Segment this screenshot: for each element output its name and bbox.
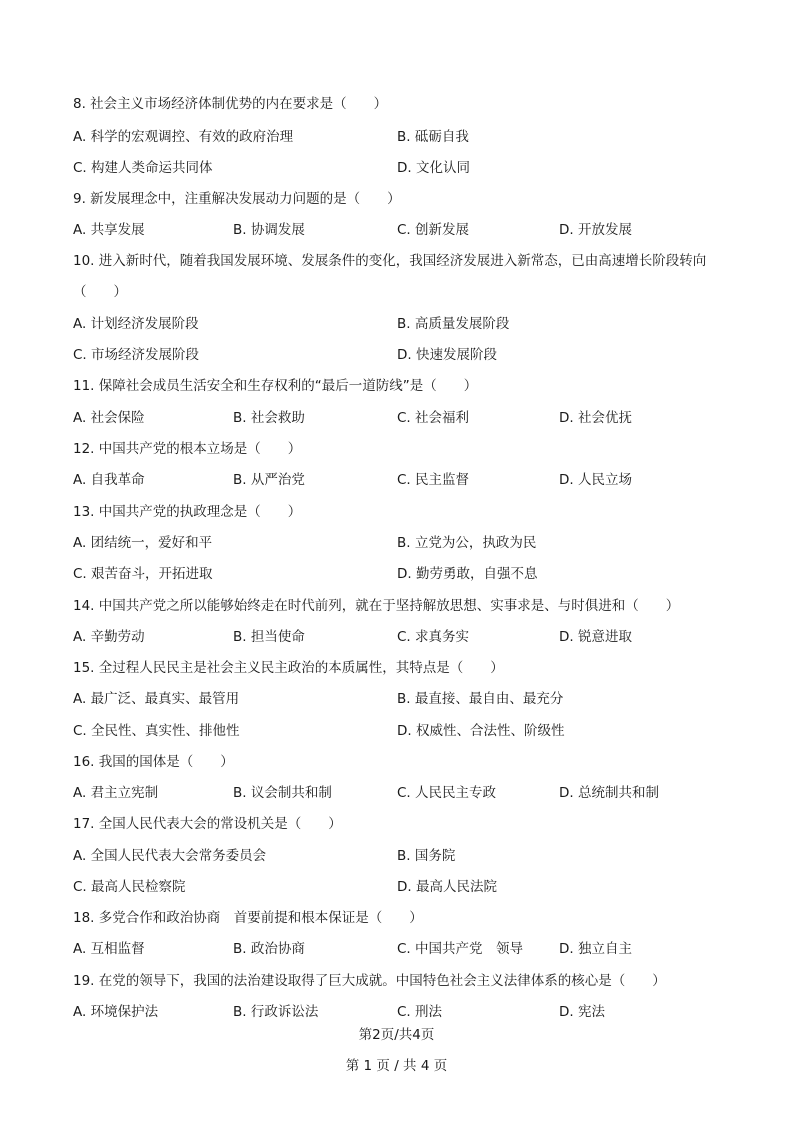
option-c: C. 中国共产党 领导 bbox=[397, 941, 524, 957]
question-10-options-2 bbox=[73, 347, 723, 363]
option-b: B. 最直接、最自由、最充分 bbox=[397, 691, 564, 707]
question-17-options-2 bbox=[73, 879, 723, 895]
option-a: A. 君主立宪制 bbox=[73, 785, 159, 801]
option-b: B. 立党为公，执政为民 bbox=[397, 535, 537, 551]
question-15-options bbox=[73, 691, 723, 707]
question-16-options bbox=[73, 785, 723, 801]
option-c: C. 全民性、真实性、排他性 bbox=[73, 723, 240, 739]
option-c: C. 刑法 bbox=[397, 1004, 443, 1020]
option-d: D. 快速发展阶段 bbox=[397, 347, 497, 363]
question-9-stem: 9. 新发展理念中，注重解决发展动力问题的是（ ） bbox=[73, 191, 401, 207]
option-a: A. 社会保险 bbox=[73, 410, 145, 426]
option-d: D. 最高人民法院 bbox=[397, 879, 497, 895]
option-b: B. 行政诉讼法 bbox=[233, 1004, 319, 1020]
option-a: A. 全国人民代表大会常务委员会 bbox=[73, 848, 267, 864]
question-17-stem: 17. 全国人民代表大会的常设机关是（ ） bbox=[73, 816, 342, 832]
question-18-options bbox=[73, 941, 723, 957]
question-10-stem: 10. 进入新时代，随着我国发展环境、发展条件的变化，我国经济发展进入新常态，已由高速增长阶段转向（ ） bbox=[73, 253, 707, 300]
question-9-options bbox=[73, 222, 723, 238]
question-16-stem: 16. 我国的国体是（ ） bbox=[73, 754, 234, 770]
option-b: B. 砥砺自我 bbox=[397, 129, 469, 145]
question-8-options-2 bbox=[73, 160, 723, 176]
question-15-options-2 bbox=[73, 723, 723, 739]
option-a: A. 团结统一，爱好和平 bbox=[73, 535, 213, 551]
option-a: A. 科学的宏观调控、有效的政府治理 bbox=[73, 129, 294, 145]
option-a: A. 辛勤劳动 bbox=[73, 629, 145, 645]
option-a: A. 互相监督 bbox=[73, 941, 145, 957]
option-d: D. 人民立场 bbox=[559, 472, 632, 488]
option-c: C. 市场经济发展阶段 bbox=[73, 347, 200, 363]
option-b: B. 担当使命 bbox=[233, 629, 305, 645]
option-d: D. 宪法 bbox=[559, 1004, 605, 1020]
option-b: B. 协调发展 bbox=[233, 222, 305, 238]
question-8-stem: 8. 社会主义市场经济体制优势的内在要求是（ ） bbox=[73, 96, 388, 112]
inner-page-number: 第2页/共4页 bbox=[358, 1027, 435, 1043]
question-19-stem: 19. 在党的领导下，我国的法治建设取得了巨大成就。中国特色社会主义法律体系的核心是（ ） bbox=[73, 973, 666, 989]
option-b: B. 从严治党 bbox=[233, 472, 305, 488]
question-8-options bbox=[73, 129, 723, 145]
option-a: A. 计划经济发展阶段 bbox=[73, 316, 199, 332]
option-d: D. 权威性、合法性、阶级性 bbox=[397, 723, 565, 739]
option-b: B. 国务院 bbox=[397, 848, 456, 864]
option-c: C. 社会福利 bbox=[397, 410, 470, 426]
question-13-options bbox=[73, 535, 723, 551]
option-d: D. 开放发展 bbox=[559, 222, 632, 238]
option-a: A. 最广泛、最真实、最管用 bbox=[73, 691, 240, 707]
question-14-stem: 14. 中国共产党之所以能够始终走在时代前列，就在于坚持解放思想、实事求是、与时俱进和（ ） bbox=[73, 598, 680, 614]
option-c: C. 艰苦奋斗，开拓进取 bbox=[73, 566, 213, 582]
option-d: D. 勤劳勇敢，自强不息 bbox=[397, 566, 538, 582]
question-12-options bbox=[73, 472, 723, 488]
option-d: D. 独立自主 bbox=[559, 941, 632, 957]
option-a: A. 自我革命 bbox=[73, 472, 145, 488]
option-d: D. 社会优抚 bbox=[559, 410, 632, 426]
option-d: D. 总统制共和制 bbox=[559, 785, 659, 801]
question-11-options bbox=[73, 410, 723, 426]
question-17-options bbox=[73, 848, 723, 864]
option-a: A. 共享发展 bbox=[73, 222, 145, 238]
question-19-options bbox=[73, 1004, 723, 1020]
option-c: C. 构建人类命运共同体 bbox=[73, 160, 213, 176]
question-15-stem: 15. 全过程人民民主是社会主义民主政治的本质属性，其特点是（ ） bbox=[73, 660, 504, 676]
outer-page-number: 第 1 页 / 共 4 页 bbox=[345, 1058, 448, 1074]
option-c: C. 人民民主专政 bbox=[397, 785, 497, 801]
question-10-options bbox=[73, 316, 723, 332]
question-18-stem: 18. 多党合作和政治协商 首要前提和根本保证是（ ） bbox=[73, 910, 423, 926]
option-a: A. 环境保护法 bbox=[73, 1004, 159, 1020]
option-b: B. 高质量发展阶段 bbox=[397, 316, 510, 332]
option-d: D. 文化认同 bbox=[397, 160, 470, 176]
question-11-stem: 11. 保障社会成员生活安全和生存权利的“最后一道防线”是（ ） bbox=[73, 378, 478, 394]
option-c: C. 创新发展 bbox=[397, 222, 470, 238]
question-14-options bbox=[73, 629, 723, 645]
option-b: B. 政治协商 bbox=[233, 941, 305, 957]
question-12-stem: 12. 中国共产党的根本立场是（ ） bbox=[73, 441, 302, 457]
option-c: C. 求真务实 bbox=[397, 629, 470, 645]
question-13-stem: 13. 中国共产党的执政理念是（ ） bbox=[73, 504, 302, 520]
question-13-options-2 bbox=[73, 566, 723, 582]
option-b: B. 议会制共和制 bbox=[233, 785, 332, 801]
option-d: D. 锐意进取 bbox=[559, 629, 632, 645]
option-c: C. 民主监督 bbox=[397, 472, 470, 488]
option-b: B. 社会救助 bbox=[233, 410, 305, 426]
option-c: C. 最高人民检察院 bbox=[73, 879, 186, 895]
